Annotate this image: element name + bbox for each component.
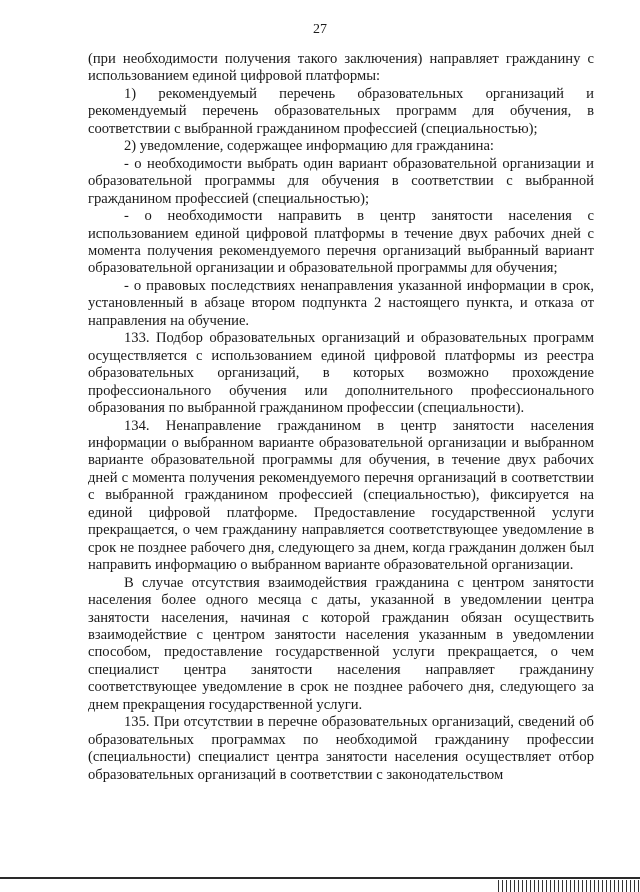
- scan-edge-line: [0, 877, 640, 879]
- paragraph-intro: (при необходимости получения такого заключения) направляет гражданину с использованием единой цифровой платформы:: [88, 51, 594, 85]
- paragraph-clause-135: 135. При отсутствии в перечне образовательных организаций, сведений об образовательных программах по необходимой гражданину профессии (специальности) специалист центра занятости населения осуществляет отбор образовательных организаций в соответствии с законодательством: [88, 714, 594, 783]
- paragraph-bullet-choose: - о необходимости выбрать один вариант образовательной организации и образовательной программы для обучения в соответствии с выбранной гражданином профессией (специальностью);: [88, 155, 594, 207]
- paragraph-item-1: 1) рекомендуемый перечень образовательных организаций и рекомендуемый перечень образовательных программ для обучения, в соответствии с выбранной гражданином профессией (специальностью);: [88, 85, 594, 137]
- paragraph-clause-134: 134. Ненаправление гражданином в центр занятости населения информации о выбранном варианте образовательной организации и выбранном варианте образовательной программы для обучения, в течение двух рабочих дней с момента получения рекомендуемого перечня организаций в соответствии с выбранной гражданином профессией (специальностью), фиксируется на единой цифровой платформе. Предоставление государственной услуги прекращается, о чем гражданину направляется соответствующее уведомление в срок не позднее рабочего дня, следующего за днем, когда гражданин должен был направить информацию о выбранном варианте образовательной организации.: [88, 417, 594, 574]
- paragraph-bullet-consequences: - о правовых последствиях ненаправления указанной информации в срок, установленный в абзаце втором подпункта 2 настоящего пункта, и отказа от направления на обучение.: [88, 277, 594, 329]
- scan-edge-marks: [498, 880, 640, 892]
- paragraph-item-2: 2) уведомление, содержащее информацию для гражданина:: [124, 138, 494, 155]
- body-text: [88, 51, 594, 784]
- page-number: 27: [313, 22, 327, 37]
- paragraph-clause-133: 133. Подбор образовательных организаций и образовательных программ осуществляется с использованием единой цифровой платформы из реестра образовательных организаций, в которых возможно прохождение профессионального обучения или дополнительного профессионального образования по выбранной гражданином профессии (специальности).: [88, 330, 594, 417]
- paragraph-no-interaction: В случае отсутствия взаимодействия гражданина с центром занятости населения более одного месяца с даты, указанной в уведомлении центра занятости населения, начиная с которой гражданин обязан осуществить взаимодействие с центром занятости населения указанным в уведомлении способом, предоставление государственной услуги прекращается, о чем специалист центра занятости населения направляет гражданину соответствующее уведомление в срок не позднее рабочего дня, следующего за днем прекращения государственной услуги.: [88, 574, 594, 713]
- paragraph-bullet-send: - о необходимости направить в центр занятости населения с использованием единой цифровой платформы в течение двух рабочих дней с момента получения рекомендуемого перечня организаций выбранный вариант образовательной организации и образовательной программы для обучения;: [88, 208, 594, 277]
